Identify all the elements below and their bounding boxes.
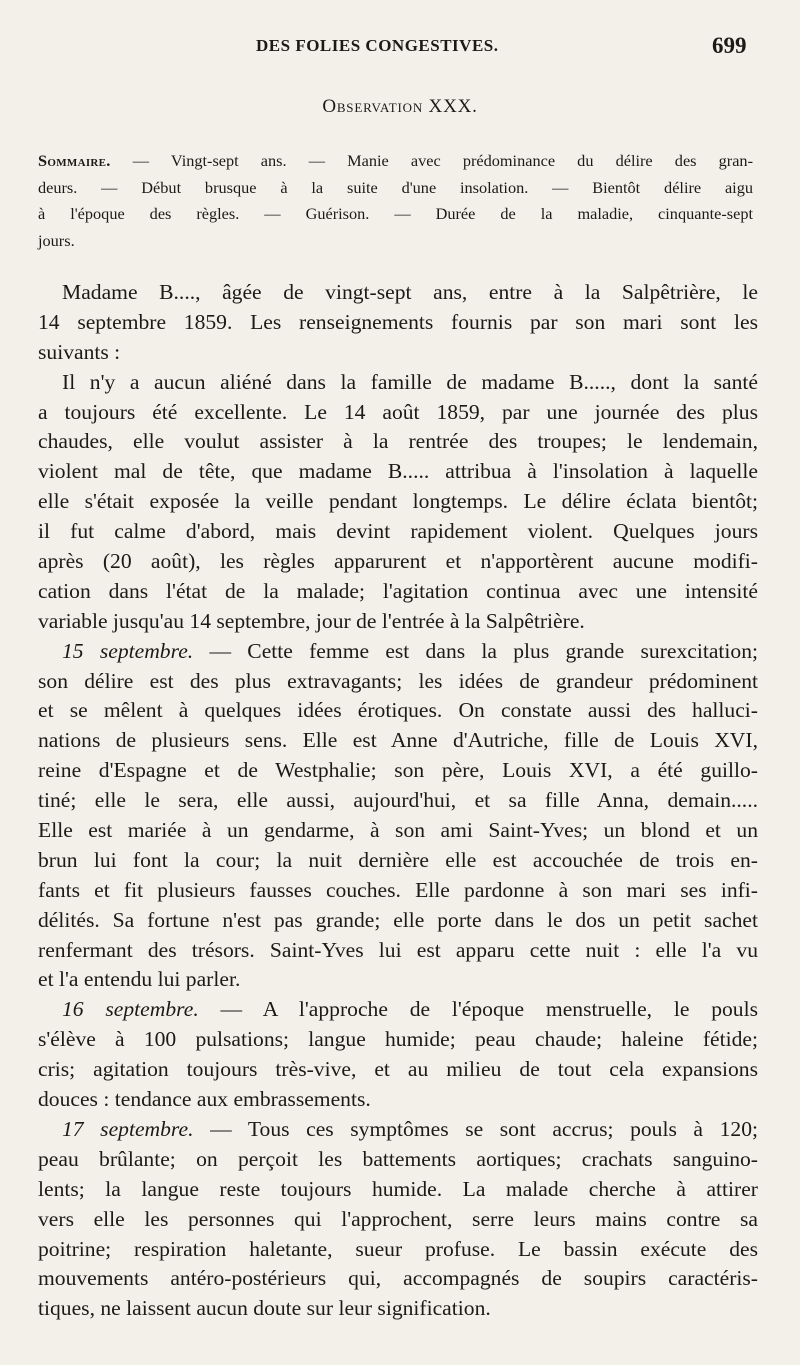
text-line: poitrine; respiration haletante, sueur profuse. Le bassin exécute des [38, 1236, 758, 1261]
text-line: chaudes, elle voulut assister à la rentrée des troupes; le lendemain, [38, 429, 758, 454]
text-line: Elle est mariée à un gendarme, à son ami Saint-Yves; un blond et un [38, 818, 758, 843]
text-line: peau brûlante; on perçoit les battements aortiques; crachats sanguino- [38, 1146, 758, 1171]
body-text [38, 278, 758, 1324]
summary-line: Sommaire. — Vingt-sept ans. — Manie avec prédominance du délire des gran- [38, 151, 753, 170]
summary-line: deurs. — Début brusque à la suite d'une insolation. — Bientôt délire aigu [38, 177, 753, 197]
text-line: mouvements antéro-postérieurs qui, accompagnés de soupirs caractéris- [38, 1266, 758, 1291]
summary [38, 148, 753, 254]
running-title: DES FOLIES CONGESTIVES. [256, 36, 499, 55]
text-line: reine d'Espagne et de Westphalie; son père, Louis XVI, a été guillo- [38, 758, 758, 783]
text-line: brun lui font la cour; la nuit dernière elle est accouchée de trois en- [38, 847, 758, 872]
text-line: et l'a entendu lui parler. [38, 967, 241, 992]
summary-label: Sommaire. [38, 151, 111, 170]
text-line: a toujours été excellente. Le 14 août 1859, par une journée des plus [38, 399, 758, 424]
text-line: lents; la langue reste toujours humide. La malade cherche à attirer [38, 1176, 758, 1201]
entry-date: 15 septembre. [62, 638, 194, 663]
text-line: Il n'y a aucun aliéné dans la famille de madame B....., dont la santé [62, 369, 758, 394]
text-line: 14 septembre 1859. Les renseignements fournis par son mari sont les [38, 309, 758, 334]
running-head [0, 33, 800, 58]
text-line: elle s'était exposée la veille pendant longtemps. Le délire éclata bientôt; [38, 489, 758, 514]
text-line: fants et fit plusieurs fausses couches. Elle pardonne à son mari ses infi- [38, 877, 758, 902]
dated-entry-line: 16 septembre. — A l'approche de l'époque menstruelle, le pouls [62, 997, 758, 1022]
dated-entry-line: 15 septembre. — Cette femme est dans la plus grande surexcitation; [62, 638, 759, 663]
text-line: cris; agitation toujours très-vive, et au milieu de tout cela expansions [38, 1057, 758, 1082]
text-line: violent mal de tête, que madame B..... attribua à l'insolation à laquelle [38, 459, 758, 484]
text-line: il fut calme d'abord, mais devint rapidement violent. Quelques jours [38, 519, 758, 544]
text-line: tiné; elle le sera, elle aussi, aujourd'hui, et sa fille Anna, demain..... [38, 788, 758, 813]
text-line: nations de plusieurs sens. Elle est Anne d'Autriche, fille de Louis XVI, [38, 728, 758, 753]
text-line: après (20 août), les règles apparurent et n'apportèrent aucune modifi- [38, 549, 758, 574]
text-line: vers elle les personnes qui l'approchent, serre leurs mains contre sa [38, 1206, 758, 1231]
summary-line: à l'époque des règles. — Guérison. — Durée de la maladie, cinquante-sept [38, 204, 753, 223]
text-line: renfermant des trésors. Saint-Yves lui est apparu cette nuit : elle l'a vu [38, 937, 758, 962]
summary-line: jours. [38, 230, 75, 250]
text-line: cation dans l'état de la malade; l'agitation continua avec une intensité [38, 578, 758, 603]
text-line: tiques, ne laissent aucun doute sur leur signification. [38, 1296, 491, 1321]
observation-title: Observation XXX. [322, 96, 478, 117]
text-line: délités. Sa fortune n'est pas grande; elle porte dans le dos un petit sachet [38, 907, 758, 932]
text-line: variable jusqu'au 14 septembre, jour de l'entrée à la Salpêtrière. [38, 608, 585, 633]
text-line: s'élève à 100 pulsations; langue humide; peau chaude; haleine fétide; [38, 1027, 758, 1052]
text-line: son délire est des plus extravagants; les idées de grandeur prédominent [38, 668, 758, 693]
entry-date: 16 septembre. [62, 997, 199, 1022]
text-line: Madame B...., âgée de vingt-sept ans, entre à la Salpêtrière, le [62, 280, 758, 304]
dated-entry-line: 17 septembre. — Tous ces symptômes se sont accrus; pouls à 120; [62, 1116, 758, 1141]
entry-date: 17 septembre. [62, 1116, 194, 1141]
text-line: douces : tendance aux embrassements. [38, 1087, 371, 1112]
text-line: et se mêlent à quelques idées érotiques. On constate aussi des halluci- [38, 698, 758, 723]
text-line: suivants : [38, 339, 121, 364]
page-number: 699 [712, 33, 747, 58]
